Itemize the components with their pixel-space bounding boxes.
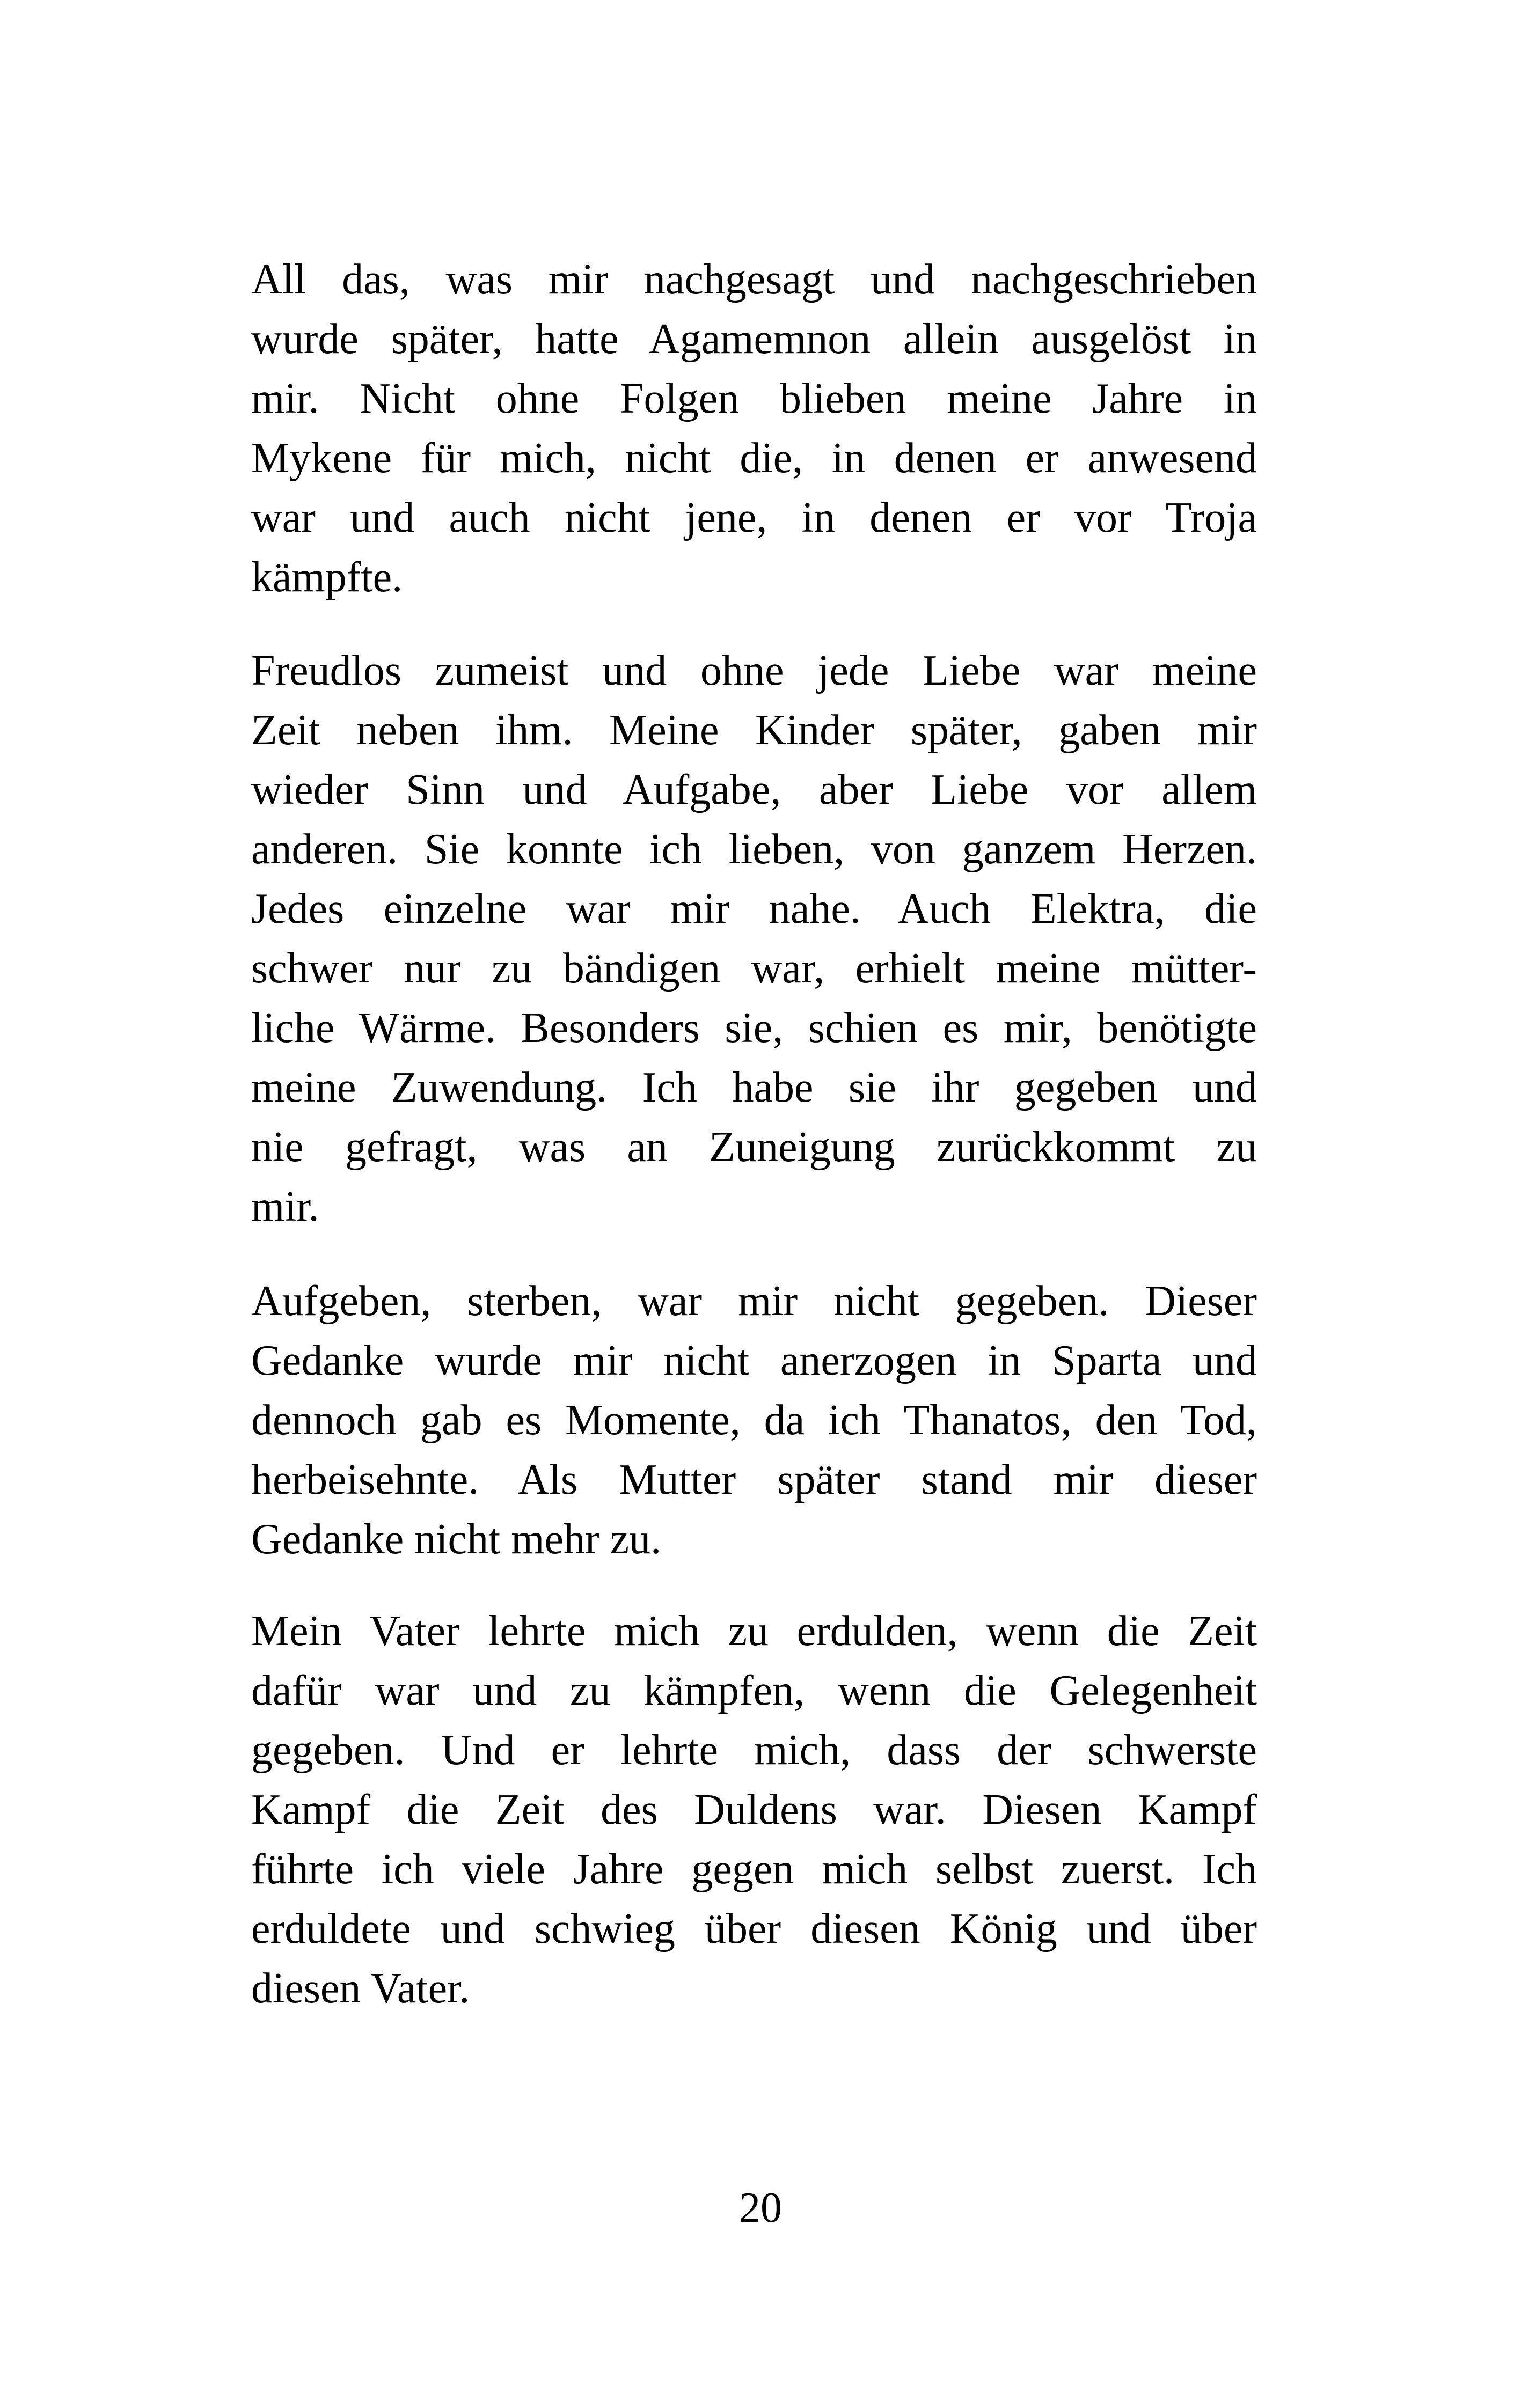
paragraph-line: mir. Nicht ohne Folgen blieben meine Jahre in [251, 375, 1257, 422]
paragraph-line: war und auch nicht jene, in denen er vor Troja [251, 494, 1257, 541]
paragraph-2 [251, 641, 1257, 1237]
paragraph-line: führte ich viele Jahre gegen mich selbst zuerst. Ich [251, 1846, 1257, 1893]
paragraph-line: dafür war und zu kämpfen, wenn die Gelegenheit [251, 1667, 1257, 1714]
paragraph-3 [251, 1272, 1257, 1569]
paragraph-line: schwer nur zu bändigen war, erhielt meine mütter- [251, 945, 1257, 992]
page-number: 20 [739, 2184, 782, 2231]
paragraph-line: Freudlos zumeist und ohne jede Liebe war meine [251, 647, 1257, 694]
paragraph-line: Gedanke nicht mehr zu. [251, 1516, 662, 1563]
paragraph-4 [251, 1602, 1257, 2018]
paragraph-line: Gedanke wurde mir nicht anerzogen in Sparta und [251, 1337, 1257, 1384]
paragraph-line: Jedes einzelne war mir nahe. Auch Elektra, die [251, 885, 1257, 933]
paragraph-line: anderen. Sie konnte ich lieben, von ganzem Herzen. [251, 826, 1257, 873]
paragraph-line: All das, was mir nachgesagt und nachgeschrieben [251, 256, 1257, 303]
paragraph-line: Mein Vater lehrte mich zu erdulden, wenn die Zeit [251, 1607, 1257, 1655]
paragraph-line: erduldete und schwieg über diesen König und über [251, 1905, 1257, 1952]
paragraph-line: mir. [251, 1183, 319, 1230]
paragraph-line: gegeben. Und er lehrte mich, dass der schwerste [251, 1727, 1257, 1774]
paragraph-line: liche Wärme. Besonders sie, schien es mir, benötigte [251, 1004, 1257, 1052]
paragraph-line: wurde später, hatte Agamemnon allein ausgelöst in [251, 315, 1257, 363]
paragraph-line: kämpfte. [251, 554, 403, 601]
paragraph-line: meine Zuwendung. Ich habe sie ihr gegeben und [251, 1064, 1257, 1111]
paragraph-line: nie gefragt, was an Zuneigung zurückkommt zu [251, 1124, 1257, 1171]
paragraph-line: diesen Vater. [251, 1965, 470, 2012]
paragraph-line: wieder Sinn und Aufgabe, aber Liebe vor allem [251, 766, 1257, 813]
paragraph-line: herbeisehnte. Als Mutter später stand mir dieser [251, 1456, 1257, 1503]
paragraph-line: Mykene für mich, nicht die, in denen er anwesend [251, 435, 1257, 482]
paragraph-line: dennoch gab es Momente, da ich Thanatos, den Tod, [251, 1397, 1257, 1444]
paragraph-line: Aufgeben, sterben, war mir nicht gegeben. Dieser [251, 1278, 1257, 1325]
paragraph-1 [251, 250, 1257, 607]
paragraph-line: Zeit neben ihm. Meine Kinder später, gaben mir [251, 707, 1257, 754]
paragraph-line: Kampf die Zeit des Duldens war. Diesen Kampf [251, 1786, 1257, 1833]
